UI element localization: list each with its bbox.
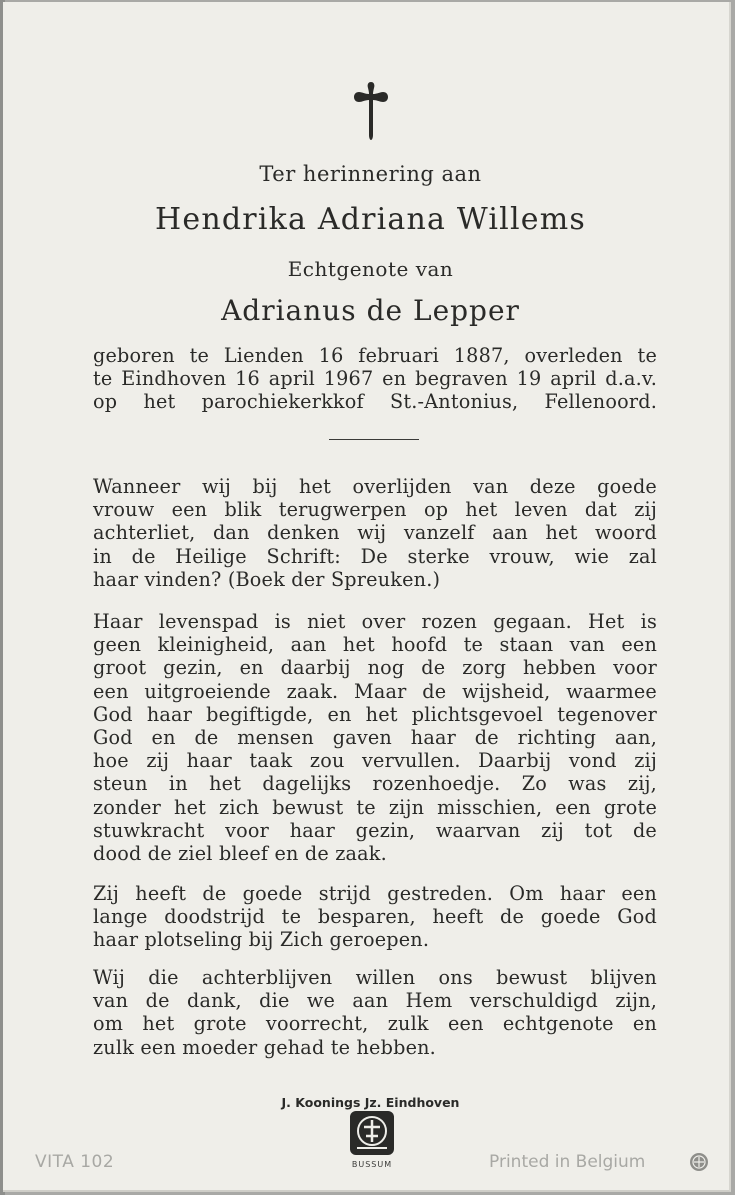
text-line: zulk een moeder gehad te hebben. [93, 1035, 436, 1059]
text-line: God en de mensen gaven haar de richting aan, [93, 726, 657, 750]
card-code: VITA 102 [35, 1152, 115, 1172]
text-line: haar plotseling bij Zich geroepen. [93, 928, 430, 952]
seal-icon [689, 1152, 709, 1172]
text-line: achterliet, dan denken wij vanzelf aan het woord [93, 521, 657, 545]
text-line: lange doodstrijd te besparen, heeft de goede God [93, 905, 657, 929]
cross-icon [351, 80, 391, 142]
text-line: steun in het dagelijks rozenhoedje. Zo was zij, [93, 772, 657, 796]
text-line: in de Heilige Schrift: De sterke vrouw, wie zal [93, 544, 657, 568]
birth-death-details [93, 344, 657, 414]
printed-in: Printed in Belgium [489, 1152, 646, 1172]
memorial-card [3, 2, 731, 1192]
in-memory-heading: Ter herinnering aan [259, 162, 482, 186]
text-line: om het grote voorrecht, zulk een echtgenote en [93, 1012, 657, 1036]
paragraph-1 [93, 475, 657, 591]
text-line: Haar levenspad is niet over rozen gegaan. Het is [93, 610, 657, 633]
text-line: God haar begiftigde, en het plichtsgevoel tegenover [93, 702, 657, 726]
text-line: geboren te Lienden 16 februari 1887, overleden te [93, 344, 657, 367]
text-line: Zij heeft de goede strijd gestreden. Om haar een [93, 882, 657, 905]
logo-caption: BUSSUM [351, 1160, 393, 1169]
text-line: Wanneer wij bij het overlijden van deze goede [93, 475, 657, 498]
paragraph-2 [93, 610, 657, 865]
text-line: te Eindhoven 16 april 1967 en begraven 19 april d.a.v. [93, 367, 657, 391]
spouse-intro: Echtgenote van [287, 257, 454, 281]
paragraph-3 [93, 882, 657, 952]
deceased-name: Hendrika Adriana Willems [155, 202, 586, 237]
text-line: vrouw een blik terugwerpen op het leven dat zij [93, 498, 657, 522]
spouse-name: Adrianus de Lepper [221, 294, 520, 327]
text-line: stuwkracht voor haar gezin, waarvan zij tot de [93, 818, 657, 842]
printer-credit: J. Koonings Jz. Eindhoven [281, 1095, 460, 1110]
text-line: op het parochiekerkkof St.-Antonius, Fellenoord. [93, 390, 657, 414]
text-line: haar vinden? (Boek der Spreuken.) [93, 567, 441, 591]
text-line: zonder het zich bewust te zijn misschien, een grote [93, 795, 657, 819]
text-line: groot gezin, en daarbij nog de zorg hebben voor [93, 656, 657, 680]
text-line: een uitgroeiende zaak. Maar de wijsheid, waarmee [93, 679, 657, 703]
text-line: van de dank, die we aan Hem verschuldigd zijn, [93, 989, 657, 1013]
paragraph-4 [93, 966, 657, 1059]
text-line: Wij die achterblijven willen ons bewust blijven [93, 966, 657, 989]
divider [329, 439, 419, 440]
text-line: dood de ziel bleef en de zaak. [93, 842, 387, 866]
text-line: hoe zij haar taak zou vervullen. Daarbij vond zij [93, 749, 657, 773]
printer-logo-icon [349, 1110, 395, 1156]
text-line: geen kleinigheid, aan het hoofd te staan van een [93, 633, 657, 657]
